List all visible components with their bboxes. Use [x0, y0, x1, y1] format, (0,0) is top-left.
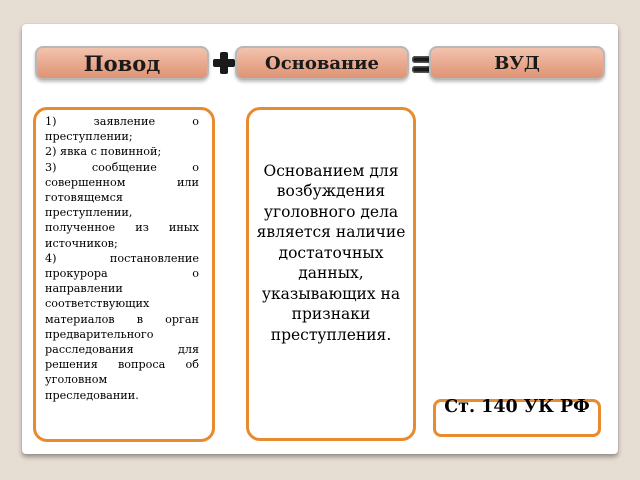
- list-item: 3) сообщение о совершенном или готовящемся преступлении, полученное из иных источников;: [45, 160, 199, 250]
- header-povod-label: Повод: [83, 50, 161, 76]
- header-vud: [429, 46, 605, 80]
- povod-list: [45, 114, 199, 403]
- list-item: 4) постановление прокурора о направлении соответствующих материалов в орган предварительного расследования для решения вопроса об уголовном преследовании.: [45, 251, 199, 402]
- header-vud-label: ВУД: [494, 52, 540, 74]
- list-item: 2) явка с повинной;: [45, 145, 162, 159]
- plus-icon: [213, 52, 235, 74]
- osnovanie-text: Основанием для возбуждения уголовного дела является наличие достаточных данных, указывающих на признаки преступления.: [256, 161, 406, 344]
- list-item: 1) заявление о преступлении;: [45, 115, 199, 144]
- header-povod: [35, 46, 209, 80]
- osnovanie-box: [246, 107, 416, 441]
- header-osnovanie-label: Основание: [265, 52, 379, 74]
- article-reference: Ст. 140 УК РФ: [444, 397, 590, 417]
- header-osnovanie: [235, 46, 409, 80]
